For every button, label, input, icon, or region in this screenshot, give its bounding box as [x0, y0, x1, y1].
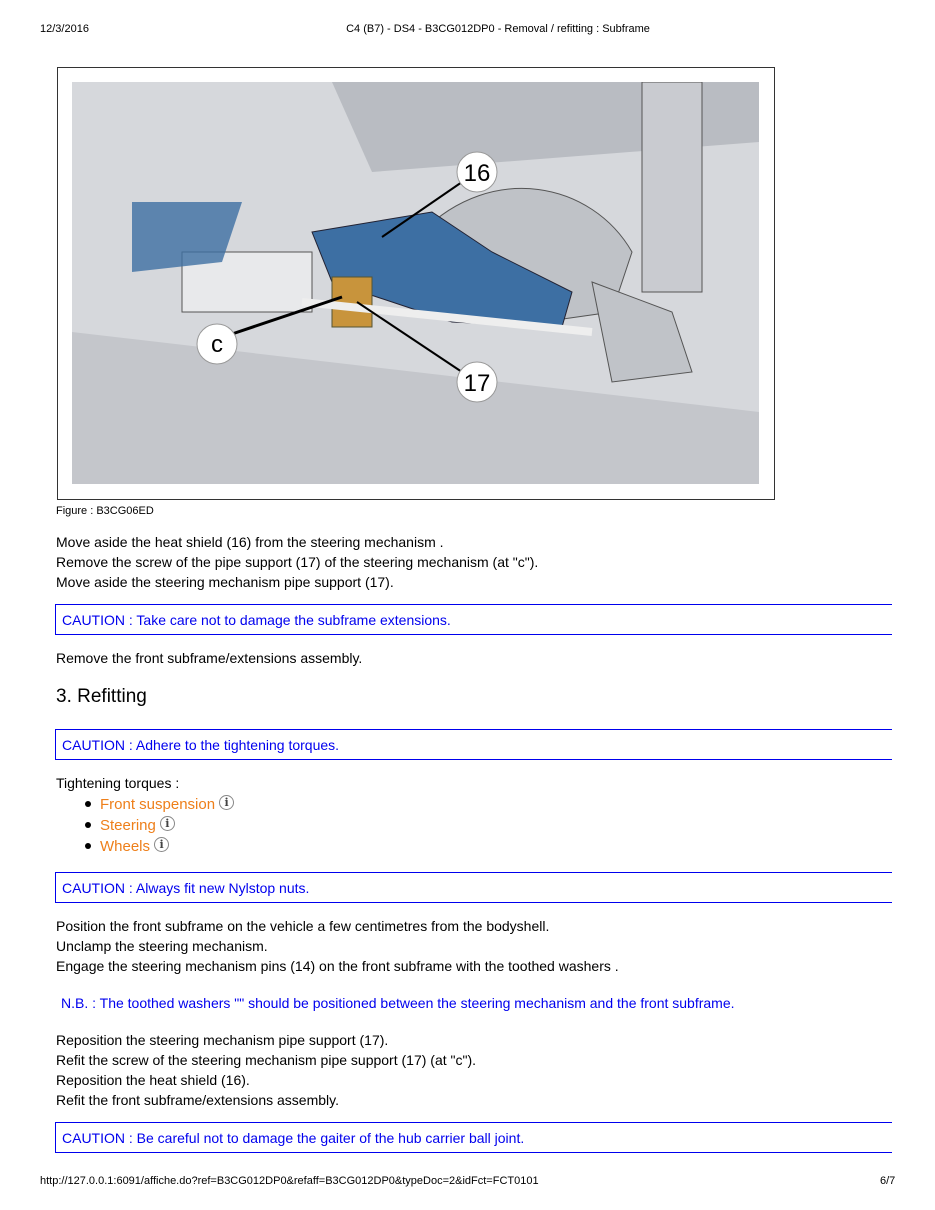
step: Move aside the steering mechanism pipe support (17). [56, 574, 394, 590]
step: Unclamp the steering mechanism. [56, 938, 268, 954]
step: Remove the screw of the pipe support (17) of the steering mechanism (at "c"). [56, 554, 539, 570]
figure-caption: Figure : B3CG06ED [56, 505, 154, 517]
step: Reposition the steering mechanism pipe support (17). [56, 1032, 389, 1048]
bullet [85, 843, 91, 849]
figure-frame [57, 67, 775, 500]
caution-box: CAUTION : Take care not to damage the subframe extensions. [55, 604, 892, 635]
page-number: 6/7 [880, 1175, 896, 1187]
step: Remove the front subframe/extensions assembly. [56, 650, 363, 666]
section-heading: 3. Refitting [56, 686, 147, 707]
info-icon[interactable]: i [219, 795, 234, 810]
label-16: 16 [463, 160, 491, 187]
step: Refit the screw of the steering mechanism pipe support (17) (at "c"). [56, 1052, 477, 1068]
step: Move aside the heat shield (16) from the steering mechanism . [56, 534, 444, 550]
step: Reposition the heat shield (16). [56, 1072, 250, 1088]
info-icon[interactable]: i [154, 837, 169, 852]
label-c: c [211, 331, 223, 358]
caution-box: CAUTION : Adhere to the tightening torques. [55, 729, 892, 760]
bullet [85, 822, 91, 828]
footer-url: http://127.0.0.1:6091/affiche.do?ref=B3CG012DP0&refaff=B3CG012DP0&typeDoc=2&idFct=FCT0101 [40, 1175, 539, 1187]
step: Refit the front subframe/extensions assembly. [56, 1092, 339, 1108]
step: Position the front subframe on the vehicle a few centimetres from the bodyshell. [56, 918, 550, 934]
info-icon[interactable]: i [160, 816, 175, 831]
link-wheels[interactable]: Wheels [100, 838, 151, 855]
print-date: 12/3/2016 [40, 23, 89, 35]
bullet [85, 801, 91, 807]
link-front-suspension[interactable]: Front suspension [100, 796, 216, 813]
page-title: C4 (B7) - DS4 - B3CG012DP0 - Removal / refitting : Subframe [346, 23, 650, 35]
link-steering[interactable]: Steering [100, 817, 156, 834]
caution-box: CAUTION : Always fit new Nylstop nuts. [55, 872, 892, 903]
caution-box: CAUTION : Be careful not to damage the gaiter of the hub carrier ball joint. [55, 1122, 892, 1153]
torques-label: Tightening torques : [56, 775, 180, 791]
step: Engage the steering mechanism pins (14) on the front subframe with the toothed washers . [56, 958, 619, 974]
nb-note: N.B. : The toothed washers "" should be positioned between the steering mechanism and the front subframe. [61, 995, 735, 1011]
label-17: 17 [463, 370, 491, 397]
subframe-illustration [72, 82, 759, 484]
